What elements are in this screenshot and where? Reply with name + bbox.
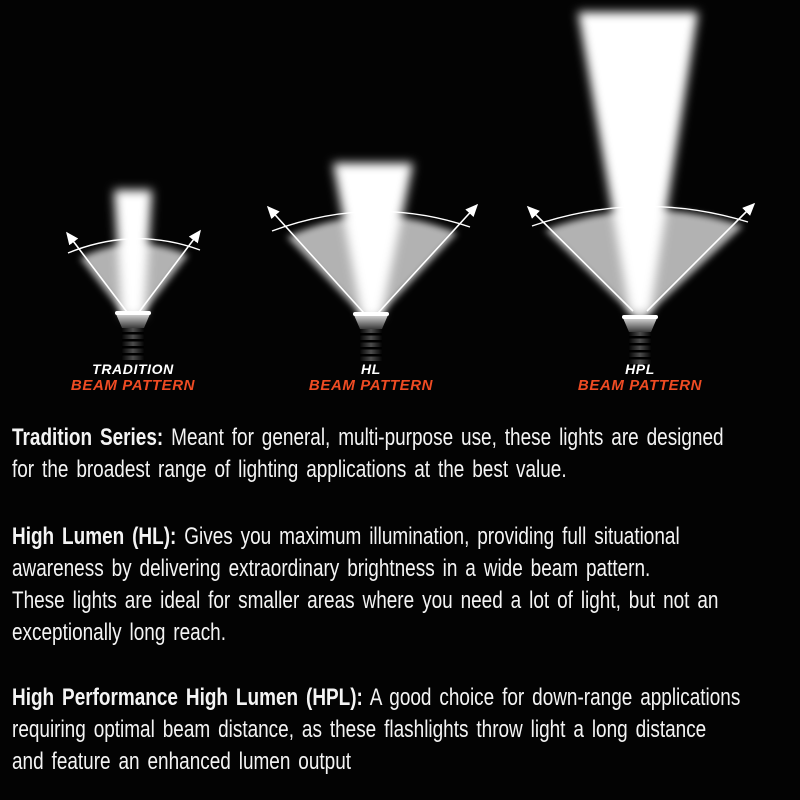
figure-sublabel: BEAM PATTERN — [70, 377, 196, 394]
flashlight-icon — [115, 311, 151, 360]
paragraph-high-lumen — [12, 521, 794, 649]
beam-figure-hpl — [528, 12, 754, 364]
figure-label-hpl — [578, 362, 702, 393]
figure-name: TRADITION — [92, 361, 174, 377]
paragraph-line: Tradition Series: Meant for general, multi-purpose use, these lights are designed — [12, 424, 724, 451]
figure-name: HL — [361, 361, 381, 377]
paragraph-tradition-series — [12, 422, 794, 486]
paragraph-line: and feature an enhanced lumen output — [12, 748, 352, 775]
beam-figure-hl — [268, 163, 477, 361]
paragraph-line: awareness by delivering extraordinary brightness in a wide beam pattern. — [12, 555, 651, 582]
figure-label-hl — [309, 362, 433, 393]
paragraph-line: exceptionally long reach. — [12, 619, 227, 646]
flashlight-icon — [622, 315, 658, 364]
figure-name: HPL — [625, 361, 655, 377]
figure-sublabel: BEAM PATTERN — [577, 377, 703, 394]
paragraph-high-performance-high-lumen — [12, 682, 794, 778]
figure-label-tradition — [71, 362, 195, 393]
beam-figure-tradition — [67, 190, 200, 360]
figure-sublabel: BEAM PATTERN — [308, 377, 434, 394]
paragraph-line: for the broadest range of lighting applications at the best value. — [12, 456, 567, 483]
paragraph-line: High Performance High Lumen (HPL): A good choice for down-range applications — [12, 684, 741, 711]
flashlight-icon — [353, 312, 389, 361]
paragraph-line: requiring optimal beam distance, as these flashlights throw light a long distance — [12, 716, 707, 743]
paragraph-line: High Lumen (HL): Gives you maximum illumination, providing full situational — [12, 523, 680, 550]
paragraph-line: These lights are ideal for smaller areas where you need a lot of light, but not an — [12, 587, 719, 614]
